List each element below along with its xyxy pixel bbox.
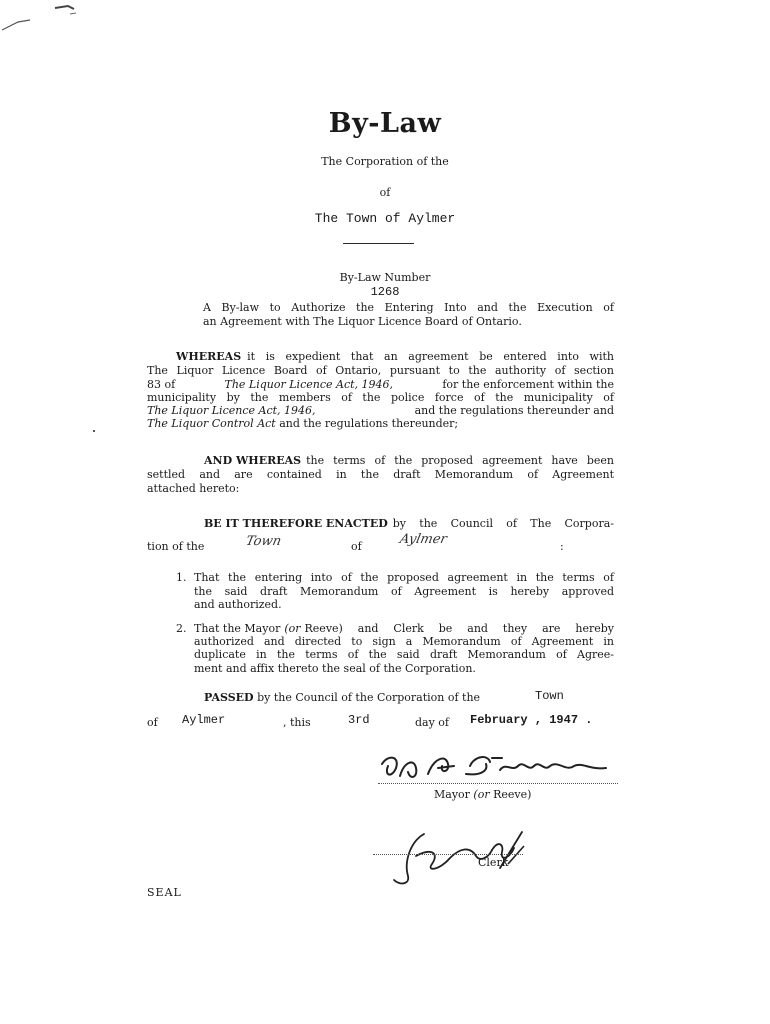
title-divider xyxy=(343,243,414,244)
clause-2-or-italic: (or xyxy=(284,622,301,635)
and-whereas-line-2: settled and are contained in the draft Memorandum of Agreement xyxy=(147,468,614,481)
enacted-line-2-pre: tion of the xyxy=(147,540,205,553)
clause-1-line-1: That the entering into of the proposed agreement in the terms of xyxy=(194,571,614,584)
clerk-signature-line xyxy=(373,854,523,855)
handwritten-aylmer: Aylmer xyxy=(398,532,449,547)
whereas-act-citation-2: The Liquor Licence Act, 1946, xyxy=(147,404,316,417)
passed-day-of: day of xyxy=(415,716,450,729)
whereas-lead: WHEREAS xyxy=(176,350,242,363)
enacted-of-word: of xyxy=(351,540,362,553)
whereas-line-3-post: for the enforcement within the xyxy=(442,378,614,391)
passed-line-1: by the Council of the Corporation of the xyxy=(257,691,481,704)
clause-2-line-4: ment and affix thereto the seal of the Corporation. xyxy=(194,662,476,675)
bylaw-subject-line-1: A By-law to Authorize the Entering Into and the Execution of xyxy=(203,301,614,314)
whereas-act-citation: The Liquor Licence Act, 1946, xyxy=(224,378,394,391)
clause-2-line-1-pre: That the Mayor xyxy=(194,622,281,635)
whereas-line-5-post: and the regulations thereunder and xyxy=(414,404,614,417)
corporation-line: The Corporation of the xyxy=(321,155,449,168)
bylaw-number: 1268 xyxy=(370,285,400,299)
scan-speck xyxy=(93,430,95,432)
document-title: By-Law xyxy=(328,108,442,139)
whereas-line-3-pre: 83 of xyxy=(147,378,176,391)
whereas-line-1: it is expedient that an agreement be entered into with xyxy=(247,350,614,363)
clerk-signature-graphic xyxy=(380,822,550,892)
clerk-label: Clerk xyxy=(478,856,509,869)
passed-place-fill: Aylmer xyxy=(182,713,226,727)
passed-town-fill: Town xyxy=(535,689,564,703)
of-line: of xyxy=(379,186,391,199)
mayor-signature-line xyxy=(378,783,618,784)
enacted-line-1: by the Council of The Corpora- xyxy=(392,517,614,530)
clause-2-number: 2. xyxy=(176,622,187,635)
handwritten-town: Town xyxy=(244,534,283,549)
passed-day-fill: 3rd xyxy=(348,713,370,727)
and-whereas-line-1: the terms of the proposed agreement have been xyxy=(306,454,614,467)
passed-lead: PASSED xyxy=(204,691,254,704)
passed-this: , this xyxy=(283,716,311,729)
mayor-label-pre: Mayor xyxy=(434,788,470,801)
scan-mark-graphic xyxy=(0,0,90,40)
bylaw-subject-line-2: an Agreement with The Liquor Licence Board of Ontario. xyxy=(203,315,522,328)
bylaw-number-label: By-Law Number xyxy=(339,271,431,284)
clause-2-line-1-post: Reeve) and Clerk be and they are hereby xyxy=(304,622,614,635)
clause-1-number: 1. xyxy=(176,571,187,584)
whereas-control-act: The Liquor Control Act xyxy=(147,417,276,430)
clause-2-line-3: duplicate in the terms of the said draft Memorandum of Agree- xyxy=(194,648,614,661)
passed-date-fill: February , 1947 . xyxy=(470,713,593,727)
whereas-line-6-post: and the regulations thereunder; xyxy=(279,417,459,430)
mayor-label-or: (or xyxy=(473,788,490,801)
clause-2-line-2: authorized and directed to sign a Memorandum of Agreement in xyxy=(194,635,614,648)
clause-1-line-2: the said draft Memorandum of Agreement is hereby approved xyxy=(194,585,614,598)
enacted-lead: BE IT THEREFORE ENACTED xyxy=(204,517,388,530)
whereas-line-2: The Liquor Licence Board of Ontario, pursuant to the authority of section xyxy=(147,364,614,377)
whereas-line-4: municipality by the members of the police force of the municipality of xyxy=(147,391,614,404)
and-whereas-lead: AND WHEREAS xyxy=(204,454,302,467)
enacted-colon: : xyxy=(560,540,564,553)
seal-label: SEAL xyxy=(147,886,182,899)
mayor-label-post: Reeve) xyxy=(493,788,532,801)
and-whereas-line-3: attached hereto: xyxy=(147,482,240,495)
clause-1-line-3: and authorized. xyxy=(194,598,282,611)
mayor-label xyxy=(434,788,531,801)
passed-of: of xyxy=(147,716,158,729)
town-line: The Town of Aylmer xyxy=(314,211,456,226)
